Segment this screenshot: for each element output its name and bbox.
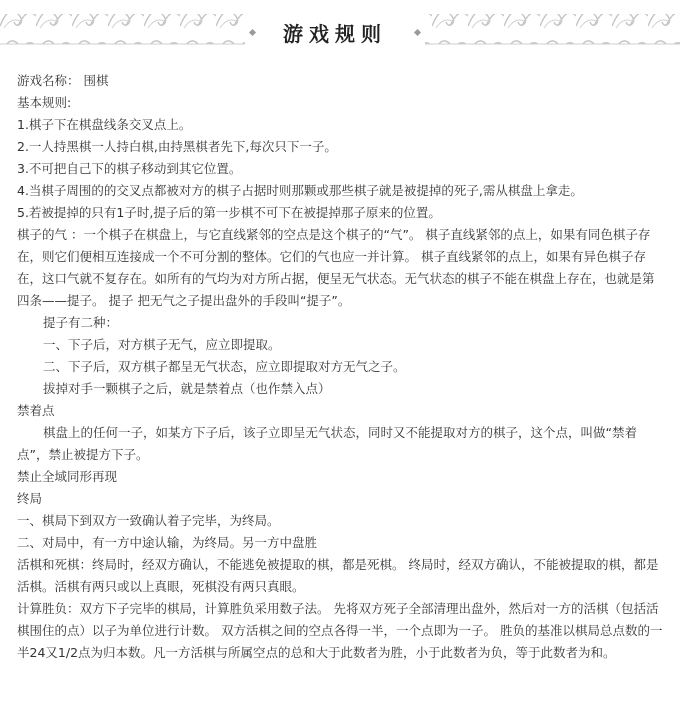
tizi-case-one: 一、下子后，对方棋子无气，应立即提取。 — [43, 337, 281, 352]
forbidden-label: 禁着点 — [17, 403, 55, 418]
rule-item: 3.不可把自己下的棋子移动到其它位置。 — [17, 161, 242, 176]
end-case-two: 二、对局中，有一方中途认输，为终局。另一方中盘胜 — [17, 535, 318, 550]
rule-item: 4.当棋子周围的的交叉点都被对方的棋子占据时则那颗或那些棋子就是被提掉的死子,需从棋盘上拿走。 — [17, 183, 583, 198]
no-repeat-rule: 禁止全域同形再现 — [17, 469, 118, 484]
forbidden-note: 拔掉对手一颗棋子之后，就是禁着点（也作禁入点） — [43, 381, 331, 396]
tizi-types: 提子有二种： — [43, 315, 119, 330]
basic-rules-label: 基本规则: — [17, 95, 72, 110]
scoring-paragraph: 计算胜负：双方下子完毕的棋局，计算胜负采用数子法。 先将双方死子全部清理出盘外，然后对一方的活棋（包括活棋围住的点）以子为单位进行计数。 双方活棋之间的空点各得一半，一个点即为一子。 胜负的基准以棋局总点数的一半24又1/2点为归本数。凡一方活棋与所属空点的总和大于此数者为胜，小于此数者为负，等于此数者为和。 — [17, 601, 663, 660]
tizi-case-two: 二、下子后，双方棋子都呈无气状态，应立即提取对方无气之子。 — [43, 359, 406, 374]
qi-paragraph: 棋子的气 ：一个棋子在棋盘上，与它直线紧邻的空点是这个棋子的“气”。 棋子直线紧邻的点上，如果有同色棋子存在，则它们便相互连接成一个不可分割的整体。它们的气也应一并计算。 棋子直线紧邻的点上，如果有异色棋子存在，这口气就不复存在。如所有的气均为对方所占据，便呈无气状态。无气状态的棋子不能在棋盘上存在，也就是第四条——提子。 提子 把无气之子提出盘外的手段叫“提子”。 — [17, 227, 655, 308]
forbidden-text: 棋盘上的任何一子，如某方下子后，该子立即呈无气状态，同时又不能提取对方的棋子，这个点，叫做“禁着点”，禁止被提方下子。 — [17, 425, 637, 462]
rules-content — [17, 70, 663, 664]
alive-dead-paragraph: 活棋和死棋：终局时，经双方确认，不能逃免被提取的棋，都是死棋。 终局时，经双方确认，不能被提取的棋，都是活棋。活棋有两只或以上真眼，死棋没有两只真眼。 — [17, 557, 659, 594]
page-title: 游戏规则 — [283, 22, 387, 46]
title-banner — [0, 0, 680, 60]
end-case-one: 一、棋局下到双方一致确认着子完毕，为终局。 — [17, 513, 280, 528]
rule-item: 5.若被提掉的只有1子时,提子后的第一步棋不可下在被提掉那子原来的位置。 — [17, 205, 441, 220]
rule-item: 1.棋子下在棋盘线条交叉点上。 — [17, 117, 192, 132]
game-name: 游戏名称： 围棋 — [17, 73, 109, 88]
rule-item: 2.一人持黑棋一人持白棋,由持黑棋者先下,每次只下一子。 — [17, 139, 337, 154]
end-label: 终局 — [17, 491, 43, 506]
